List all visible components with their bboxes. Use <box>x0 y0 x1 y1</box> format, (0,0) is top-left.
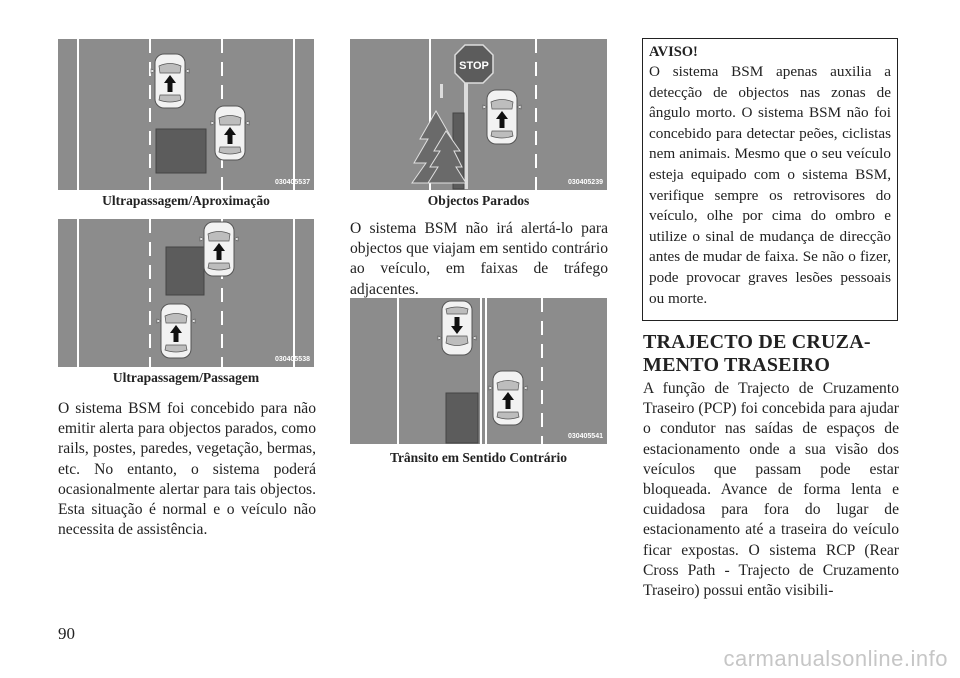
section-heading: TRAJECTO DE CRUZA- MENTO TRASEIRO <box>643 331 871 376</box>
sign-post <box>464 83 468 189</box>
vehicle-passing <box>200 222 238 276</box>
figure-caption: Trânsito em Sentido Contrário <box>389 450 568 465</box>
watermark: carmanualsonline.info <box>723 646 948 671</box>
paragraph-stationary-objects: O sistema BSM foi concebido para não emitir alerta para objectos parados, como rails, postes, paredes, vegetação, bermas, etc. No entanto, o sistema poderá ocasionalmente alertar para tais objectos. Esta situação é normal e o veículo não necessita de assistência. <box>58 400 316 539</box>
figure-id: 030405541 <box>567 433 603 440</box>
blind-spot-zone <box>446 393 478 443</box>
own-vehicle <box>211 106 249 160</box>
figure-overtaking-approach <box>58 39 314 190</box>
own-vehicle <box>489 371 527 425</box>
figure-id: 030405537 <box>274 179 310 186</box>
warning-title: AVISO! <box>649 44 698 60</box>
own-vehicle <box>157 304 195 358</box>
figure-caption: Objectos Parados <box>427 193 530 208</box>
warning-box <box>642 38 898 321</box>
paragraph-opposite-traffic: O sistema BSM não irá alertá-lo para objectos que viajam em sentido contrário ao veículo, em faixas de tráfego adjacentes. <box>350 220 608 298</box>
figure-id: 030405538 <box>274 356 310 363</box>
paragraph-rear-cross-path: A função de Trajecto de Cruzamento Traseiro (PCP) foi concebida para ajudar o condutor nas saídas de espaços de estacionamento onde a sua visão dos veículos que passam pode estar bloqueada. Avance de forma lenta e cuidadosa para fora do lugar de estacionamento até a traseira do veículo ficar expostas. O sistema RCP (Rear Cross Path - Trajecto de Cruzamento Traseiro) possui então visibili- <box>643 380 899 600</box>
figure-caption: Ultrapassagem/Passagem <box>112 370 260 385</box>
figure-stationary-objects <box>350 39 607 190</box>
figure-overtaking-passing <box>58 219 314 367</box>
blind-spot-zone <box>166 247 204 295</box>
blind-spot-zone <box>156 129 206 173</box>
warning-text: O sistema BSM apenas auxilia a detecção de objectos nas zonas de ângulo morto. O sistema BSM não foi concebido para detectar peões, ciclistas nem animais. Mesmo que o seu veículo esteja equipado com o sistema BSM, verifique sempre os retrovisores do veículo, olhe por cima do ombro e utilize o sinal de mudança de direcção antes de mudar de faixa. Se não o fizer, pode provocar graves lesões pessoais ou morte. <box>649 63 891 307</box>
oncoming-vehicle <box>438 301 476 355</box>
figure-id: 030405239 <box>567 179 603 186</box>
small-post <box>440 84 443 98</box>
stop-sign-text: STOP <box>459 60 489 72</box>
figure-caption: Ultrapassagem/Aproximação <box>102 193 270 208</box>
page-number: 90 <box>58 624 75 643</box>
figure-opposite-traffic <box>350 298 607 444</box>
own-vehicle <box>483 90 521 144</box>
vehicle-overtaking <box>151 54 189 108</box>
